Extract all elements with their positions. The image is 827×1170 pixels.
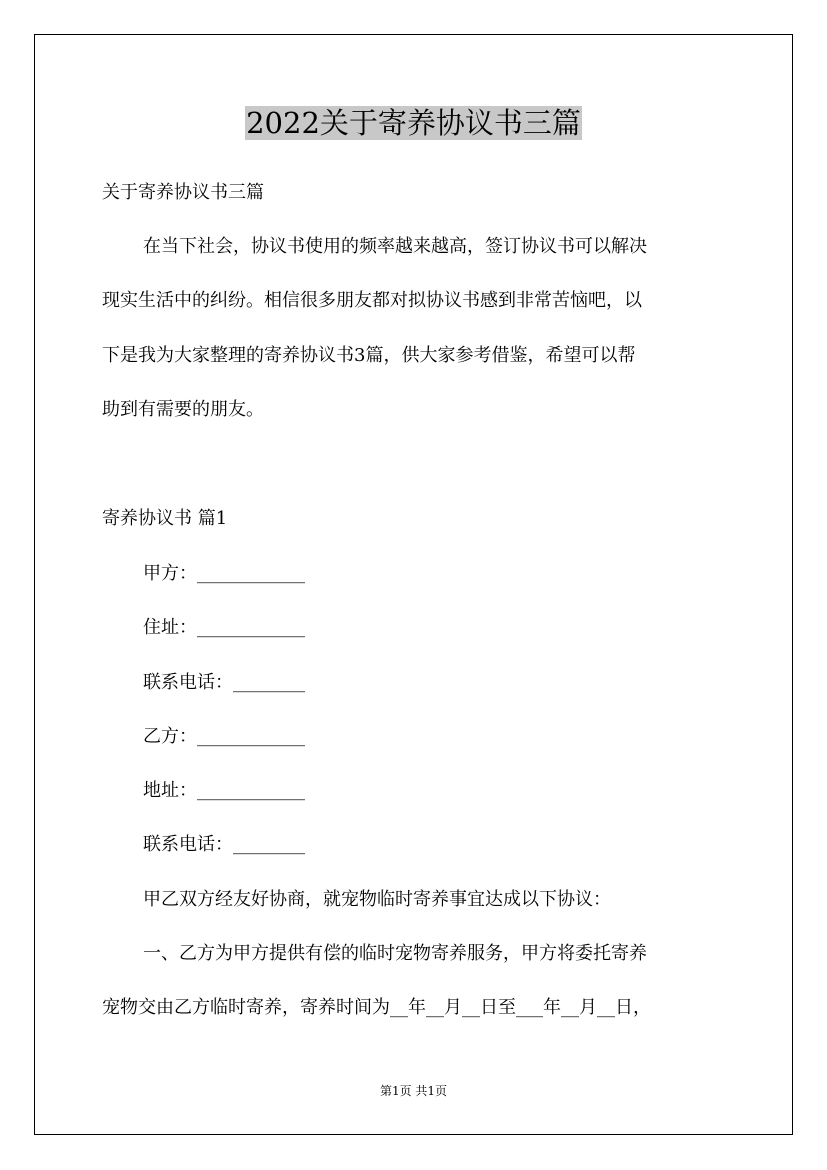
page-footer: 第1页 共1页 — [379, 1084, 448, 1098]
field-party-b: 乙方：____________ — [143, 726, 305, 747]
clause-1-line-1: 一、乙方为甲方提供有偿的临时宠物寄养服务，甲方将委托寄养 — [143, 943, 647, 964]
intro-line-1: 在当下社会，协议书使用的频率越来越高，签订协议书可以解决 — [143, 236, 647, 257]
intro-line-4: 助到有需要的朋友。 — [102, 399, 264, 420]
field-address-b: 地址：____________ — [143, 780, 305, 801]
section-heading: 寄养协议书 篇1 — [102, 508, 228, 529]
document-title-text: 2022关于寄养协议书三篇 — [246, 106, 581, 140]
intro-line-3: 下是我为大家整理的寄养协议书3篇，供大家参考借鉴，希望可以帮 — [102, 345, 636, 366]
clause-1-line-2: 宠物交由乙方临时寄养，寄养时间为__年__月__日至___年__月__日， — [102, 997, 651, 1018]
document-subtitle: 关于寄养协议书三篇 — [102, 182, 264, 203]
agreement-intro: 甲乙双方经友好协商，就宠物临时寄养事宜达成以下协议： — [143, 889, 611, 910]
intro-line-2: 现实生活中的纠纷。相信很多朋友都对拟协议书感到非常苦恼吧，以 — [102, 290, 642, 311]
field-phone-a: 联系电话：________ — [143, 672, 305, 693]
field-phone-b: 联系电话：________ — [143, 834, 305, 855]
document-title — [0, 103, 827, 143]
field-address-a: 住址：____________ — [143, 617, 305, 638]
field-party-a: 甲方：____________ — [143, 563, 305, 584]
